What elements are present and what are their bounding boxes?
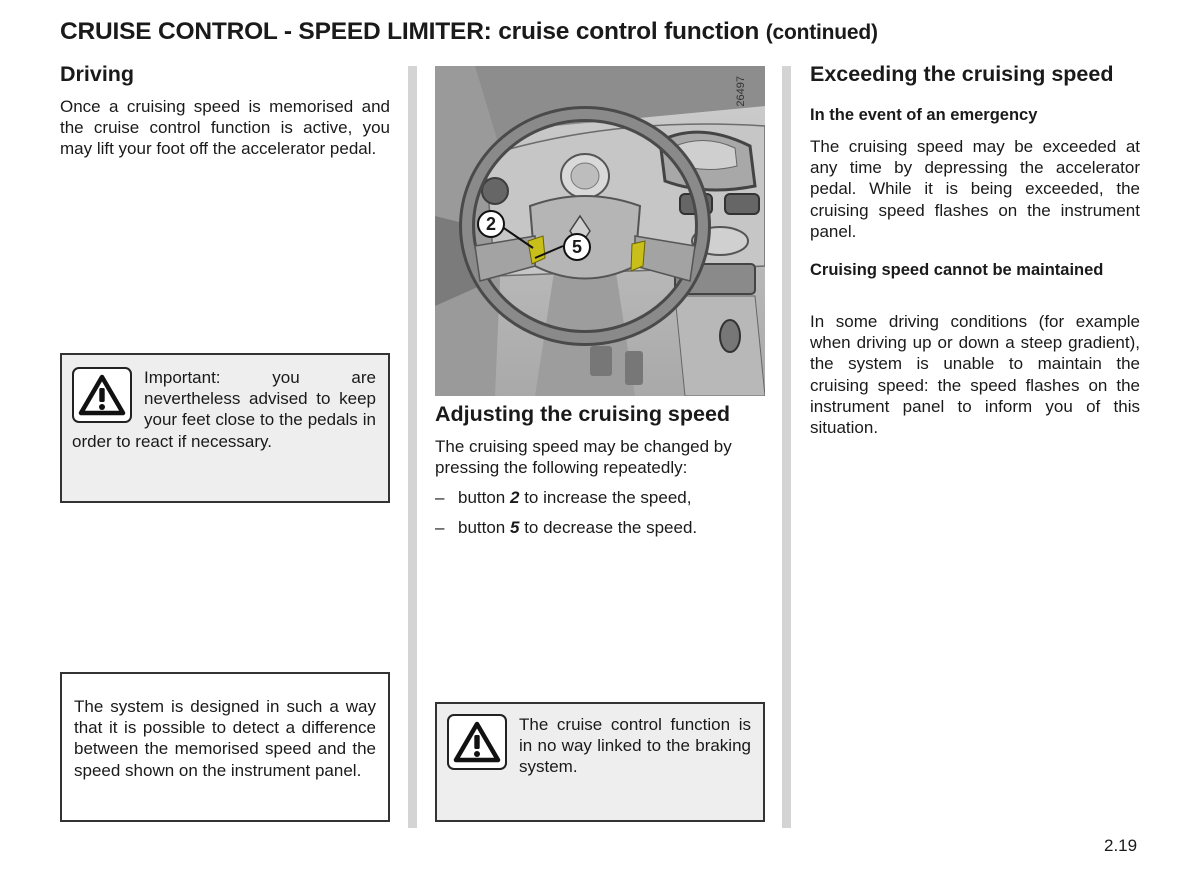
- bullet-pre: button: [458, 488, 510, 507]
- emergency-text: The cruising speed may be exceeded at any time by depressing the accelerator pedal. While it is being exceeded, the cruising speed flashes on the instrument panel.: [810, 137, 1140, 241]
- exceed-heading: Exceeding the cruising speed: [810, 62, 1114, 86]
- bullet-button-number: 5: [510, 518, 520, 537]
- warning-triangle-icon: [72, 367, 132, 423]
- bullet-dash: –: [435, 518, 445, 537]
- column-separator-left: [408, 66, 417, 828]
- note-text: The system is designed in such a way that it is possible to detect a difference between the memorised speed and the speed shown on the instrument panel.: [74, 697, 376, 780]
- page-title: [60, 18, 878, 46]
- warning-box-pedals: [60, 353, 390, 503]
- warning-text-pedals: Important: you are nevertheless advised to keep your feet close to the pedals in order to react if necessary.: [72, 368, 376, 451]
- callout-5: 5: [563, 233, 591, 261]
- maintain-text: In some driving conditions (for example when driving up or down a steep gradient), the system is unable to maintain the cruising speed: the speed flashes on the instrument panel to inform you of this situation.: [810, 312, 1140, 438]
- callout-2: 2: [477, 210, 505, 238]
- warning-triangle-icon: [447, 714, 507, 770]
- driving-heading: Driving: [60, 62, 135, 86]
- adjust-heading: Adjusting the cruising speed: [435, 402, 731, 426]
- bullet-pre: button: [458, 518, 510, 537]
- figure-ref-number: 26497: [735, 76, 747, 107]
- page-number: 2.19: [1104, 836, 1138, 855]
- driving-text: Once a cruising speed is memorised and the cruise control function is active, you may lift your foot off the accelerator pedal.: [60, 97, 390, 159]
- bullet-button-number: 2: [510, 488, 520, 507]
- bullet-dash: –: [435, 488, 445, 507]
- bullet-post: to increase the speed,: [519, 488, 692, 507]
- bullet-decrease: [435, 517, 697, 538]
- dashboard-illustration: [435, 66, 765, 396]
- note-box-speed-difference: [60, 672, 390, 822]
- bullet-increase: [435, 487, 691, 508]
- bullet-post: to decrease the speed.: [519, 518, 698, 537]
- warning-text-braking: The cruise control function is in no way linked to the braking system.: [519, 715, 751, 777]
- column-separator-right: [782, 66, 791, 828]
- maintain-heading: Cruising speed cannot be maintained: [810, 261, 1104, 279]
- warning-box-braking: [435, 702, 765, 822]
- adjust-text: The cruising speed may be changed by pressing the following repeatedly:: [435, 437, 732, 478]
- emergency-heading: In the event of an emergency: [810, 106, 1038, 124]
- title-suffix: (continued): [765, 21, 878, 44]
- title-main: CRUISE CONTROL - SPEED LIMITER: cruise control function: [60, 18, 760, 45]
